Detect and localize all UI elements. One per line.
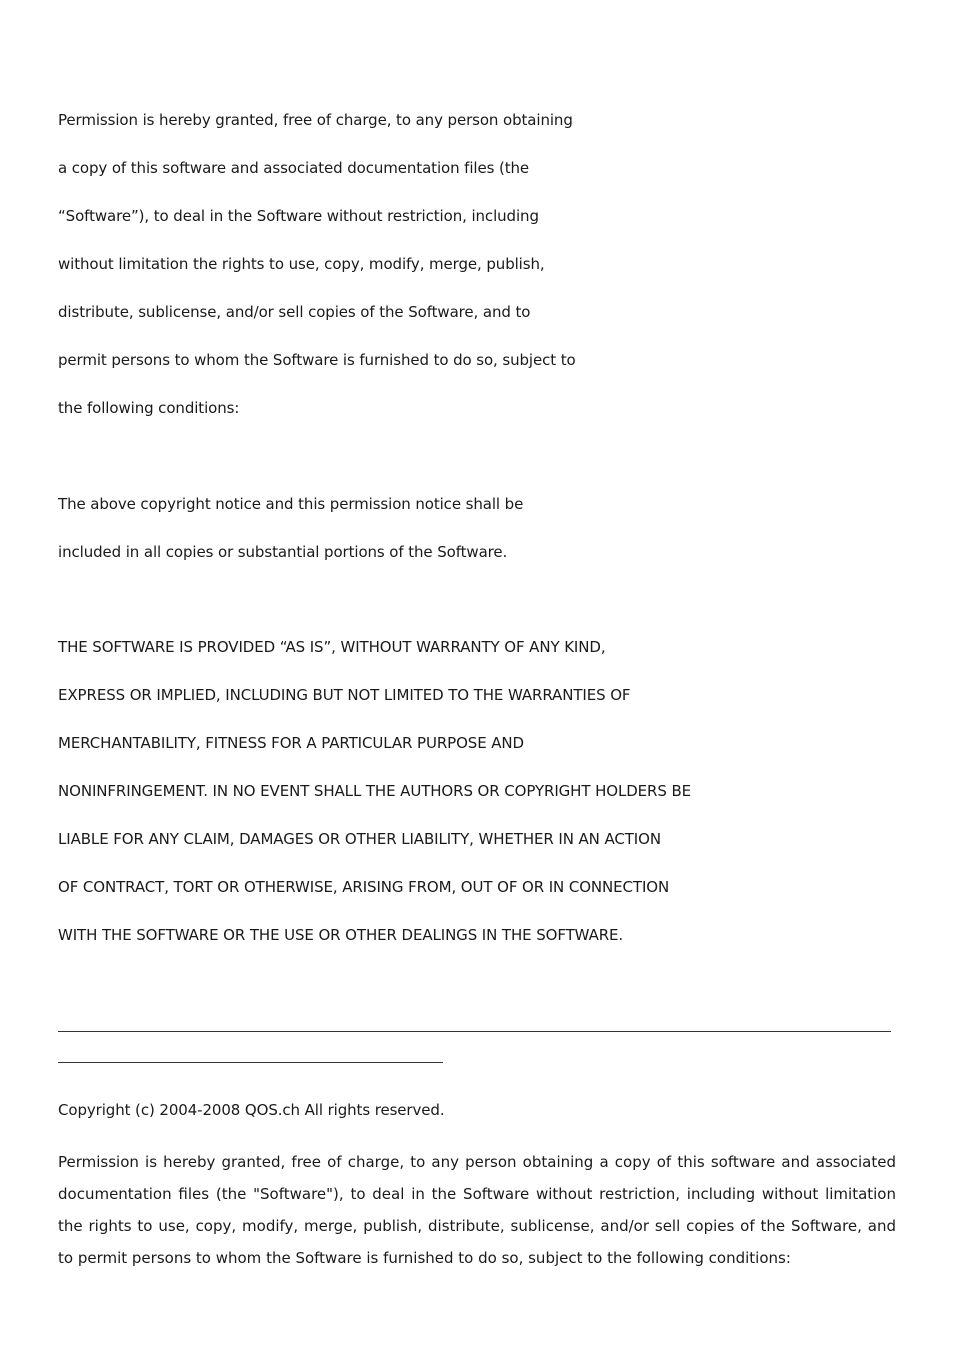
permission-line-6: permit persons to whom the Software is furnished to do so, subject to — [58, 351, 576, 369]
warranty-line-7: WITH THE SOFTWARE OR THE USE OR OTHER DEALINGS IN THE SOFTWARE. — [58, 926, 624, 944]
permission-line-3: “Software”), to deal in the Software without restriction, including — [58, 207, 539, 225]
warranty-line-1: THE SOFTWARE IS PROVIDED “AS IS”, WITHOUT WARRANTY OF ANY KIND, — [58, 638, 606, 656]
permission-line-5: distribute, sublicense, and/or sell copies of the Software, and to — [58, 303, 531, 321]
warranty-line-4: NONINFRINGEMENT. IN NO EVENT SHALL THE AUTHORS OR COPYRIGHT HOLDERS BE — [58, 782, 692, 800]
separator-rule-short — [58, 1062, 443, 1063]
permission-line-1: Permission is hereby granted, free of charge, to any person obtaining — [58, 111, 573, 129]
warranty-line-3: MERCHANTABILITY, FITNESS FOR A PARTICULAR PURPOSE AND — [58, 734, 524, 752]
warranty-line-6: OF CONTRACT, TORT OR OTHERWISE, ARISING FROM, OUT OF OR IN CONNECTION — [58, 878, 670, 896]
warranty-line-5: LIABLE FOR ANY CLAIM, DAMAGES OR OTHER LIABILITY, WHETHER IN AN ACTION — [58, 830, 661, 848]
permission-line-4: without limitation the rights to use, copy, modify, merge, publish, — [58, 255, 545, 273]
permission-line-7: the following conditions: — [58, 399, 240, 417]
separator-rule-long — [58, 1031, 891, 1032]
warranty-line-2: EXPRESS OR IMPLIED, INCLUDING BUT NOT LIMITED TO THE WARRANTIES OF — [58, 686, 631, 704]
permission-paragraph: Permission is hereby granted, free of charge, to any person obtaining a copy of this software and associated documentation files (the "Software"), to deal in the Software without restriction, including without limitation the rights to use, copy, modify, merge, publish, distribute, sublicense, and/or sell copies of the Software, and to permit persons to whom the Software is furnished to do so, subject to the following conditions: — [58, 1153, 896, 1267]
permission-line-2: a copy of this software and associated documentation files (the — [58, 159, 530, 177]
notice-line-2: included in all copies or substantial portions of the Software. — [58, 543, 508, 561]
notice-line-1: The above copyright notice and this permission notice shall be — [58, 495, 524, 513]
copyright-line: Copyright (c) 2004-2008 QOS.ch All rights reserved. — [58, 1101, 445, 1119]
